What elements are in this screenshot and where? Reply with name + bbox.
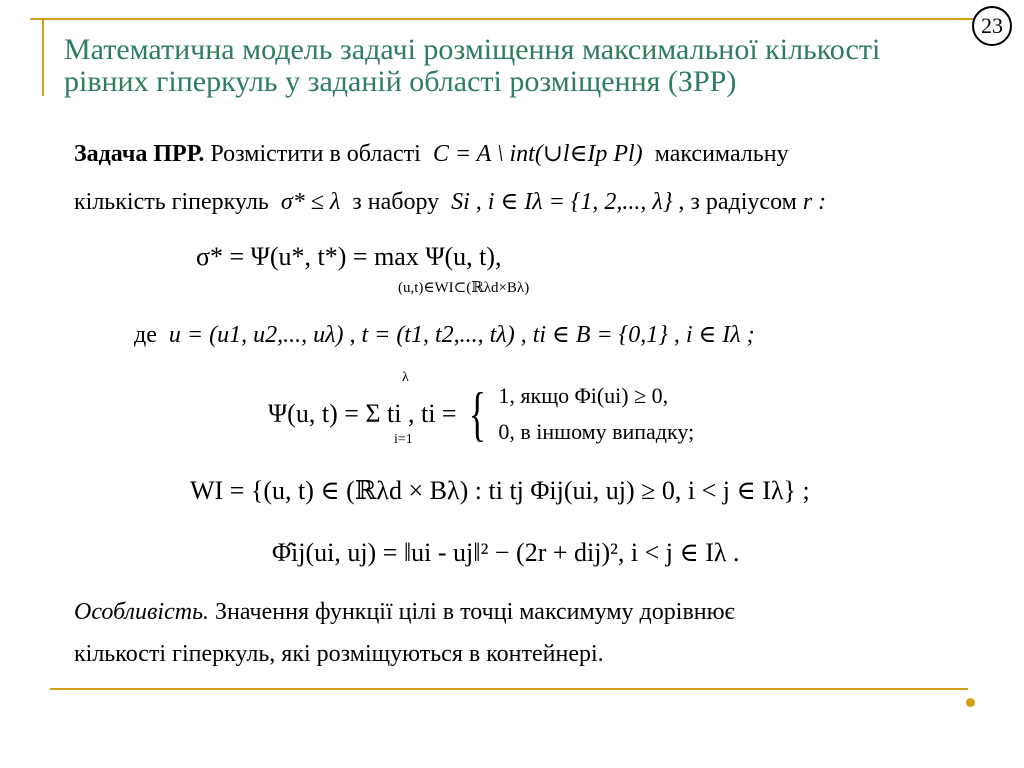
psi-formula-left: Ψ(u, t) = Σ ti , ti = bbox=[268, 399, 457, 428]
feature-line-2: кількості гіперкуль, які розміщуються в контейнері. bbox=[74, 641, 604, 667]
w-set-formula: WI = {(u, t) ∈ (ℝλd × Bλ) : ti tj Φij(ui, uj) ≥ 0, i < j ∈ Iλ} ; bbox=[190, 476, 810, 505]
where-word: де bbox=[134, 322, 157, 348]
left-rule bbox=[42, 18, 44, 96]
page-number-badge: 23 bbox=[972, 6, 1012, 46]
feature-text-1: Значення функції цілі в точці максимуму дорівнює bbox=[215, 599, 735, 625]
radius-symbol: r : bbox=[802, 189, 827, 215]
problem-label: Задача ПРР. bbox=[74, 141, 205, 167]
top-rule bbox=[30, 18, 978, 20]
region-formula: C = A \ int(∪l∈Ip Pl) bbox=[432, 141, 643, 167]
sum-lower-limit: i=1 bbox=[394, 432, 413, 447]
problem-line2-a: кількість гіперкуль bbox=[74, 189, 269, 215]
problem-line2-c: , з радіусом bbox=[678, 189, 797, 215]
problem-line2-b: з набору bbox=[352, 189, 440, 215]
problem-line-2 bbox=[74, 188, 826, 216]
problem-line1-end: максимальну bbox=[654, 141, 789, 167]
feature-line-1 bbox=[74, 598, 735, 626]
where-line bbox=[134, 320, 755, 349]
psi-formula bbox=[268, 378, 694, 458]
problem-line-1 bbox=[74, 140, 789, 168]
cases-brace: { bbox=[468, 381, 487, 447]
sigma-bound-formula: σ* ≤ λ bbox=[280, 189, 341, 215]
problem-line1-text: Розмістити в області bbox=[210, 141, 421, 167]
phi-formula: Φ̂ij(ui, uj) = ‖ui - uj‖² − (2r + dij)², i < j ∈ Iλ . bbox=[272, 538, 740, 567]
case-two: 0, в іншому випадку; bbox=[498, 419, 695, 444]
sigma-formula-subscript: (u,t)∈WI⊂(ℝλd×Bλ) bbox=[398, 280, 530, 296]
case-one: 1, якщо Φi(ui) ≥ 0, bbox=[498, 383, 669, 408]
bottom-rule bbox=[50, 688, 968, 690]
sum-upper-limit: λ bbox=[402, 370, 409, 385]
bullet-dot bbox=[966, 698, 975, 707]
where-formula: u = (u1, u2,..., uλ) , t = (t1, t2,..., tλ) , ti ∈ B = {0,1} , i ∈ Iλ ; bbox=[168, 322, 755, 348]
slide-title: Математична модель задачі розміщення максимальної кількості рівних гіперкуль у заданій області розміщення (ЗРР) bbox=[64, 34, 881, 98]
cases-block bbox=[498, 378, 694, 450]
feature-label: Особливість. bbox=[74, 599, 209, 625]
set-formula: Si , i ∈ Iλ = {1, 2,..., λ} bbox=[451, 189, 673, 215]
sigma-formula: σ* = Ψ(u*, t*) = max Ψ(u, t), bbox=[196, 242, 502, 271]
